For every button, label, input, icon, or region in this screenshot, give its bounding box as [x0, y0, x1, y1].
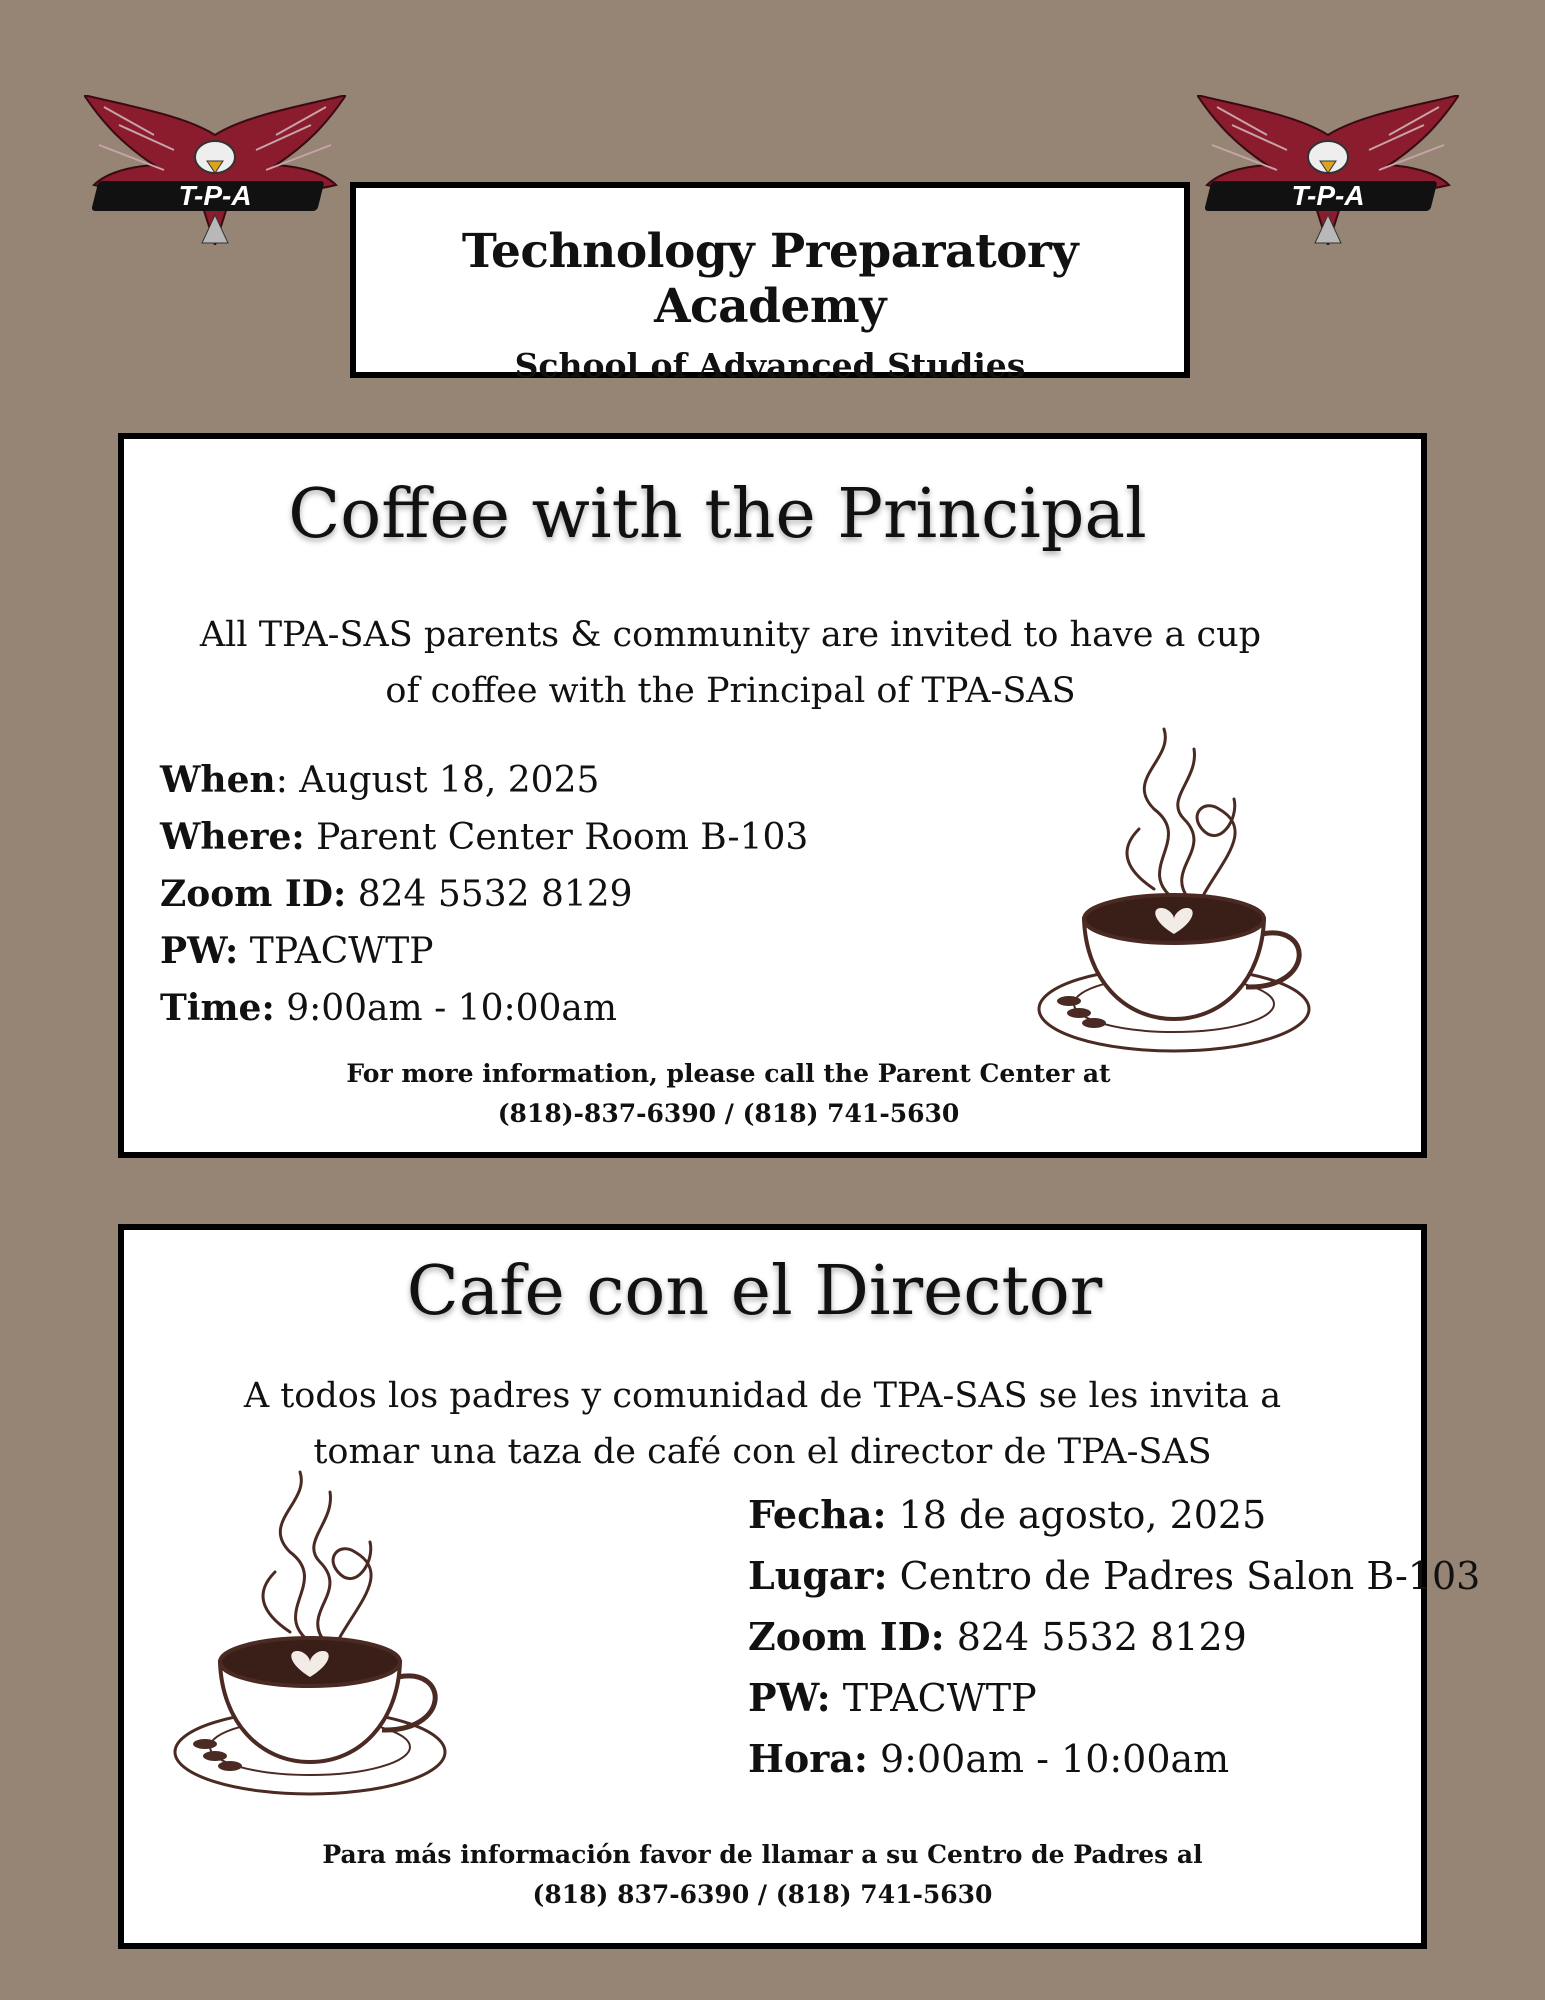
contact-info: Para más información favor de llamar a su Centro de Padres al (818) 837-6390 / (818) 741-5630 — [322, 1840, 1203, 1909]
detail-time: Time: 9:00am - 10:00am — [160, 987, 618, 1029]
school-subtitle: School of Advanced Studies — [514, 346, 1026, 385]
event-details — [748, 1484, 1480, 1789]
svg-text:T-P-A: T-P-A — [178, 180, 252, 211]
tpa-eagle-logo-right — [1197, 95, 1459, 245]
school-header — [350, 182, 1190, 385]
detail-zoom-id: Zoom ID: 824 5532 8129 — [160, 873, 633, 915]
coffee-cup-icon — [160, 1462, 460, 1802]
detail-where: Where: Parent Center Room B-103 — [160, 816, 809, 858]
detail-hora: Hora: 9:00am - 10:00am — [748, 1736, 1230, 1781]
eagle-logo-icon — [84, 95, 346, 245]
eagle-logo-icon — [1197, 95, 1459, 245]
detail-fecha: Fecha: 18 de agosto, 2025 — [748, 1492, 1267, 1537]
invitation-text: All TPA-SAS parents & community are invited to have a cup of coffee with the Principal of TPA-SAS — [199, 615, 1262, 711]
detail-zoom-id: Zoom ID: 824 5532 8129 — [748, 1614, 1247, 1659]
tpa-eagle-logo-left — [84, 95, 346, 245]
detail-lugar: Lugar: Centro de Padres Salon B-103 — [748, 1553, 1481, 1598]
event-title: Coffee with the Principal — [288, 475, 1147, 554]
contact-info: For more information, please call the Parent Center at (818)-837-6390 / (818) 741-5630 — [346, 1059, 1111, 1128]
detail-password: PW: TPACWTP — [748, 1675, 1037, 1720]
event-title: Cafe con el Director — [406, 1252, 1103, 1331]
detail-when: When: August 18, 2025 — [160, 759, 600, 801]
invitation-text: A todos los padres y comunidad de TPA-SAS se les invita a tomar una taza de café con el director de TPA-SAS — [243, 1376, 1282, 1472]
english-invitation-card — [118, 433, 1427, 1158]
spanish-invitation-card — [118, 1224, 1481, 1949]
svg-text:T-P-A: T-P-A — [1291, 180, 1365, 211]
event-details — [160, 752, 808, 1037]
detail-password: PW: TPACWTP — [160, 930, 434, 972]
coffee-cup-icon — [1024, 719, 1324, 1059]
school-name: Technology Preparatory Academy — [461, 224, 1079, 334]
